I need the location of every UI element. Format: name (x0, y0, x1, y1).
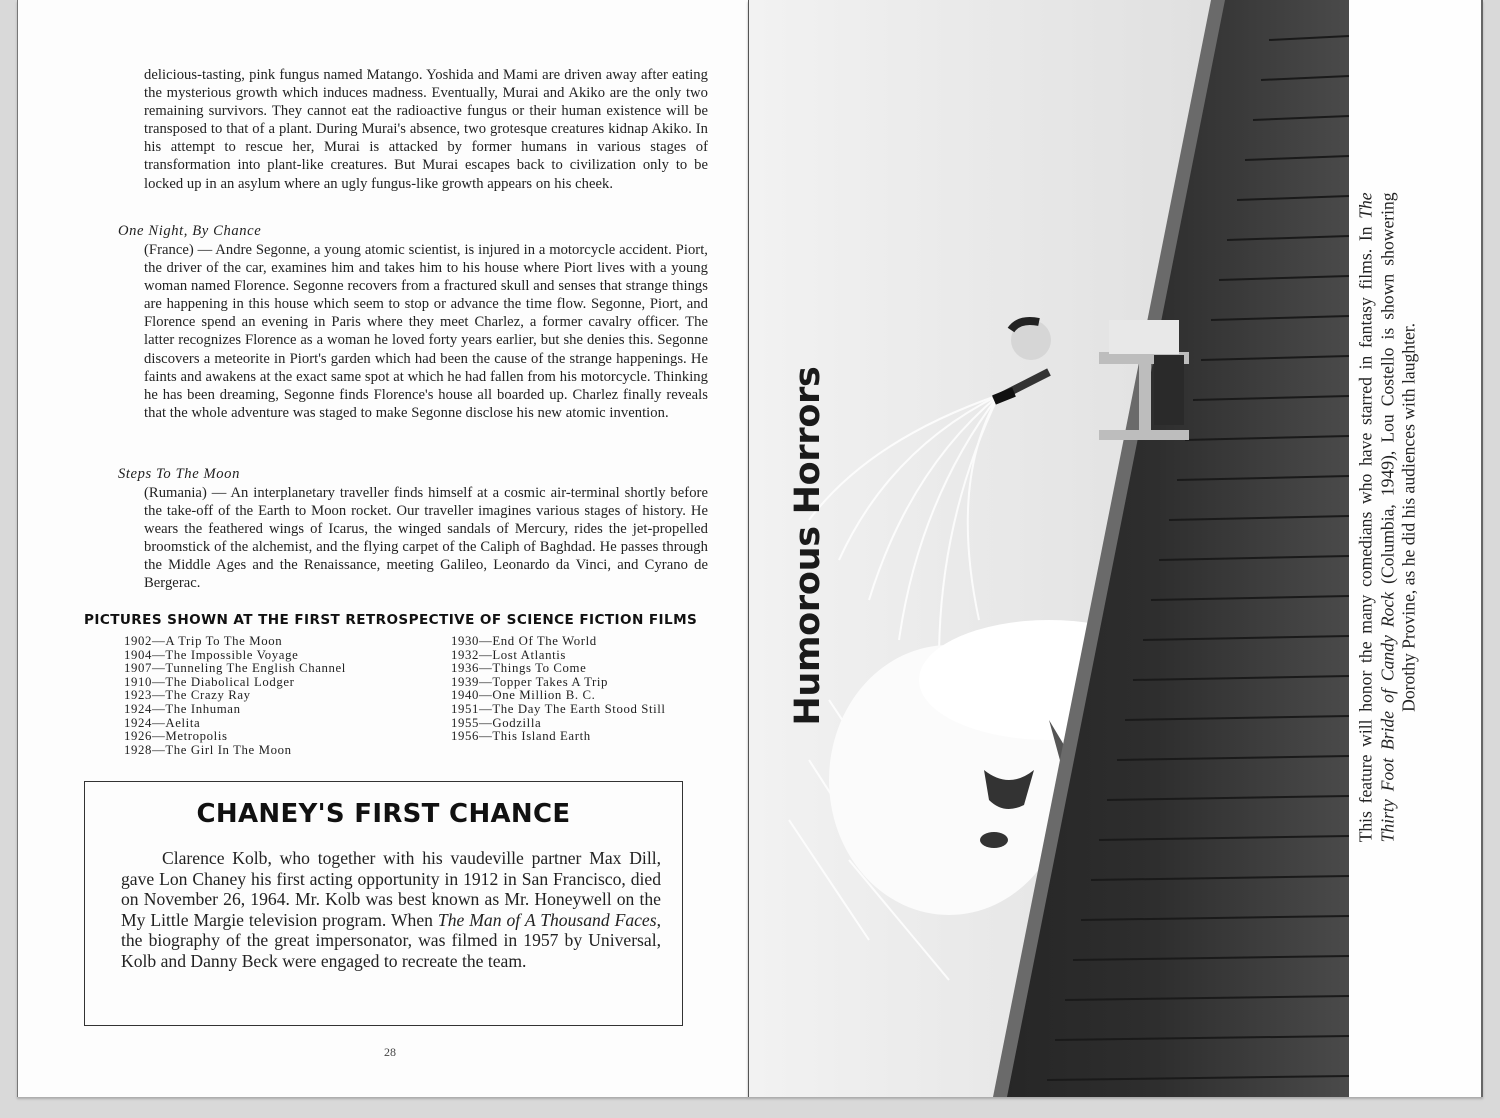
film-list-item: 1956—This Island Earth (451, 729, 591, 744)
headline-humorous-horrors: Humorous Horrors (788, 366, 828, 726)
films-list-column-1 (124, 635, 346, 757)
film-list-item: 1951—The Day The Earth Stood Still (451, 701, 666, 716)
film-list-item: 1924—Aelita (124, 715, 201, 730)
paragraph-text: delicious-tasting, pink fungus named Matango. Yoshida and Mami are driven away after eating the mysterious growth which induces madness. Eventually, Murai and Akiko are the only two remaining survivors. They cannot eat the radioactive fungus or their human existence will be transposed to that of a plant. During Murai's absence, two grotesque creatures kidnap Akiko. In his attempt to rescue her, Murai is attacked by former humans in various stages of transformation into plant-like creatures. But Murai escapes back to civilization only to be locked up in an asylum where an ugly fungus-like growth appears on his cheek. (144, 67, 708, 192)
caption-film-title: The Thirty Foot Bride of Candy Rock (1355, 192, 1398, 843)
caption-container (1353, 0, 1481, 1097)
paragraph-text: (France) — Andre Segonne, a young atomic scientist, is injured in a motorcycle accident. Piort, the driver of the car, examines him and takes him to his house where Piort lives with a young woman named Florence. Segonne recovers from a fractured skull and senses that strange things are happening in this house which seem to stop or advance the time flow. Segonne, Piort, and Florence spend an evening in Paris where they meet Charlez, a former cavalry officer. The latter recognizes Florence as a woman he loved forty years earlier, but she denies this. Segonne discovers a meteorite in Piort's garden which had been the cause of the strange happenings. He faints and awakens at the exact same spot at which he had fallen from his motorcycle. Thinking he has been dreaming, Segonne finds Florence's house all boarded up. Charlez finally reveals that the whole adventure was staged to make Segonne disclose his new atomic invention. (144, 242, 708, 421)
chaney-text (121, 848, 661, 972)
photo-caption (1356, 192, 1421, 842)
caption-text-part: (Columbia, 1949), Lou Costello is shown showering Dorothy Provine, as he did his audiences with laughter. (1377, 192, 1419, 712)
steps-paragraph (144, 484, 708, 593)
left-page (17, 0, 749, 1097)
paragraph-text: (Rumania) — An interplanetary traveller finds himself at a cosmic air-terminal shortly before the take-off of the Earth to Moon rocket. Our traveller imagines various stages of history. He wears the feathered wings of Icarus, the winged sandals of Mercury, rides the jet-propelled broomstick of the alchemist, and the flying carpet of the Caliph of Baghdad. He passes through the Middle Ages and the Renaissance, meeting Galileo, Leonardo da Vinci, and Cyrano de Bergerac. (144, 485, 708, 592)
film-title-steps-to-the-moon: Steps To The Moon (118, 466, 240, 482)
matango-paragraph (144, 66, 708, 193)
chaney-boxed-article (84, 781, 683, 1026)
chaney-title: CHANEY'S FIRST CHANCE (196, 799, 571, 829)
film-list-item: 1910—The Diabolical Lodger (124, 674, 295, 689)
chaney-film-title: The Man of A Thousand Faces (437, 909, 657, 930)
page-number: 28 (384, 1045, 396, 1059)
photo-costello-provine (749, 0, 1349, 1097)
chaney-paragraph (121, 848, 661, 972)
film-list-item: 1928—The Girl In The Moon (124, 742, 292, 757)
film-list-item: 1924—The Inhuman (124, 701, 241, 716)
caption-paragraph (1356, 192, 1421, 842)
film-list-item: 1902—A Trip To The Moon (124, 634, 283, 648)
film-title-one-night: One Night, By Chance (118, 223, 262, 239)
film-list-item: 1930—End Of The World (451, 634, 597, 648)
film-list-item: 1904—The Impossible Voyage (124, 647, 299, 662)
film-list-item: 1940—One Million B. C. (451, 688, 596, 703)
right-page (748, 0, 1483, 1097)
film-list-item: 1955—Godzilla (451, 715, 542, 730)
caption-text-part: This feature will honor the many comedians who have starred in fantasy films. In (1355, 218, 1376, 843)
headline-container (781, 359, 835, 733)
film-list-item: 1923—The Crazy Ray (124, 688, 251, 703)
film-list-item: 1936—Things To Come (451, 661, 587, 676)
film-list-item: 1907—Tunneling The English Channel (124, 661, 346, 676)
chaney-text-part: Clarence Kolb, who together with his vaudeville partner Max Dill, gave Lon Chaney his first acting opportunity in 1912 in San Francisco, died on November 26, 1964. Mr. Kolb was best known as Mr. Honeywell on the My Little Margie television program. When (121, 848, 661, 930)
chaney-text-part: , the biography of the great impersonator, was filmed in 1957 by Universal, Kolb and Danny Beck were engaged to recreate the team. (121, 909, 661, 971)
film-list-item: 1932—Lost Atlantis (451, 647, 566, 662)
film-list-item: 1926—Metropolis (124, 729, 228, 744)
films-list-column-2 (451, 635, 666, 744)
film-list-item: 1939—Topper Takes A Trip (451, 674, 609, 689)
pictures-heading: PICTURES SHOWN AT THE FIRST RETROSPECTIVE OF SCIENCE FICTION FILMS (84, 612, 698, 628)
one-night-paragraph (144, 241, 708, 422)
